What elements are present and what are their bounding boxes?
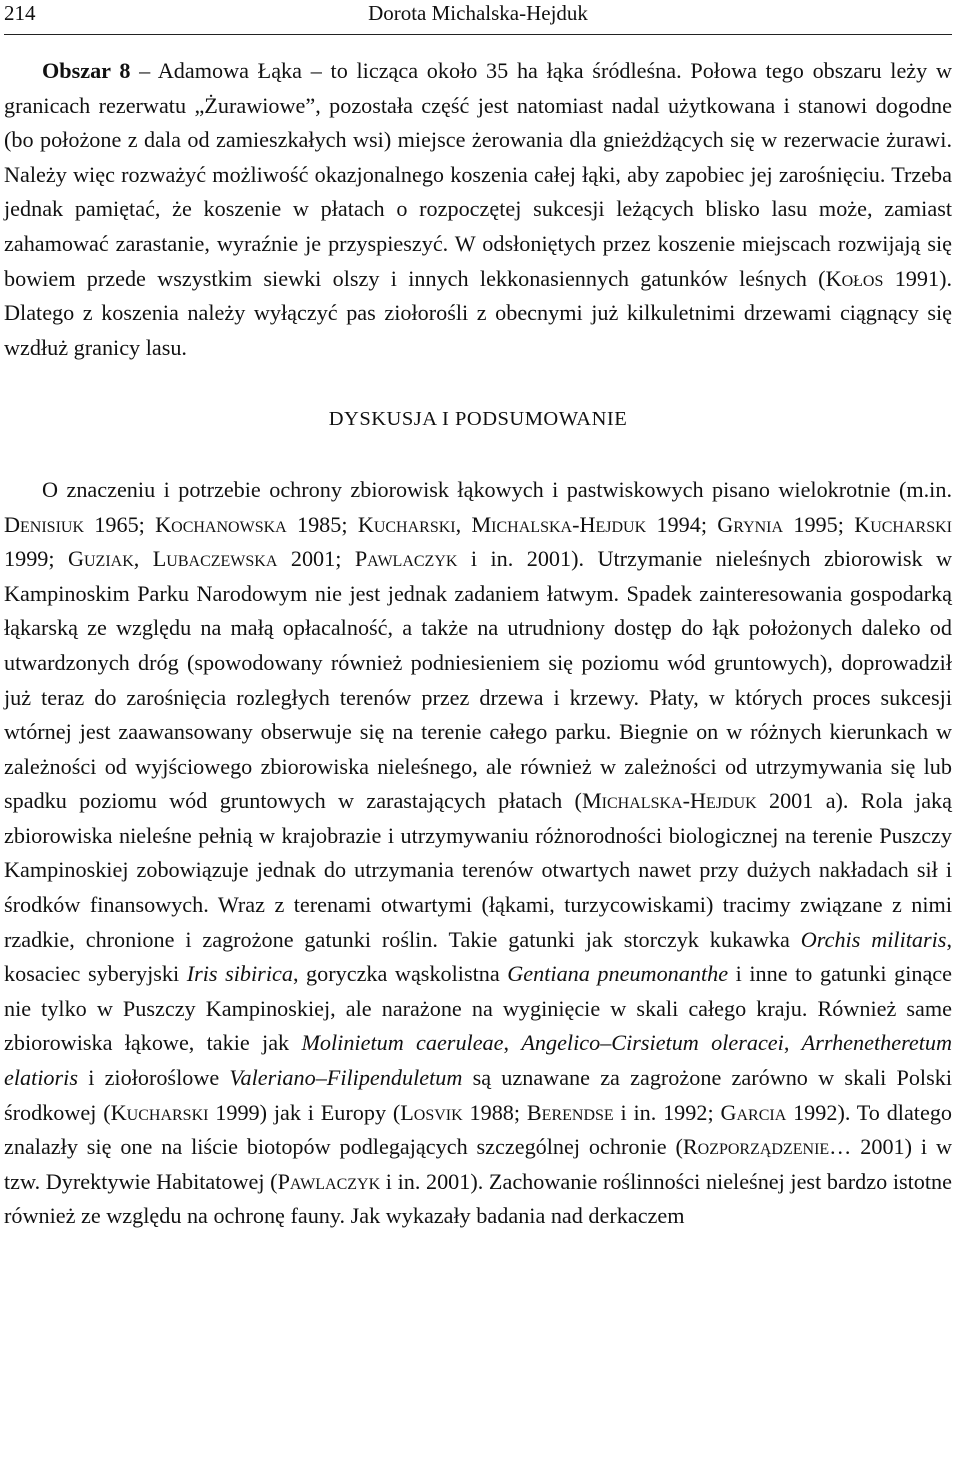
- citation: Kucharski: [854, 511, 952, 537]
- community-name: Angelico–Cirsietum oleracei: [521, 1030, 784, 1056]
- citation: Michalska-Hejduk: [581, 788, 757, 814]
- citation: Rozporządzenie…: [682, 1134, 852, 1160]
- running-header: [4, 0, 952, 26]
- community-name: Molinietum caeruleae: [301, 1030, 504, 1056]
- citation: Pawlaczyk: [354, 546, 458, 572]
- page-number: 214: [4, 1, 36, 25]
- citation: Garcia: [720, 1099, 787, 1125]
- header-rule: [4, 34, 952, 35]
- paragraph-discussion: O znaczeniu i potrzebie ochrony zbiorowisk łąkowych i pastwiskowych pisano wielokrotnie (m.in. Denisiuk 1965; Kochanowska 1985; Kucharski, Michalska-Hejduk 1994; Grynia 1995; Kucharski 1999; Guziak, Lubaczewska 2001; Pawlaczyk i in. 2001). Utrzymanie nieleśnych zbiorowisk w Kampinoskim Parku Narodowym nie jest jednak zadaniem łatwym. Spadek zainteresowania gospodarką łąkarską ze względu na małą opłacalność, a także na utrudniony dostęp do łąk położonych daleko od utwardzonych dróg (spowodowany również podniesieniem się poziomu wód gruntowych), doprowadził już teraz do zarośnięcia rozległych terenów przez drzewa i krzewy. Płaty, w których proces sukcesji wtórnej jest zaawansowany obserwuje się na terenie całego parku. Biegnie on w różnych kierunkach w zależności od wyjściowego zbiorowiska nieleśnego, ale również w zależności od utrzymywania się lub spadku poziomu wód gruntowych w zarastających płatach (Michalska-Hejduk 2001 a). Rola jaką zbiorowiska nieleśne pełnią w krajobrazie i utrzymywaniu różnorodności biologicznej na terenie Puszczy Kampinoskiej zobowiązuje jednak do utrzymania terenów otwartych nawet przy dużych nakładach sił i środków finansowych. Wraz z terenami otwartymi (łąkami, turzycowiskami) tracimy związane z nimi rzadkie, chronione i zagrożone gatunki roślin. Takie gatunki jak storczyk kukawka Orchis militaris, kosaciec syberyjski Iris sibirica, goryczka wąskolistna Gentiana pneumonanthe i inne to gatunki ginące nie tylko w Puszczy Kampinoskiej, ale narażone na wyginięcie w skali całego kraju. Również same zbiorowiska łąkowe, takie jak Molinietum caeruleae, Angelico–Cirsietum oleracei, Arrhenetheretum elatioris i ziołoroślowe Valeriano–Filipenduletum są uznawane za zagrożone zarówno w skali Polski środkowej (Kucharski 1999) jak i Europy (Losvik 1988; Berendse i in. 1992; Garcia 1992). To dlatego znalazły się one na liście biotopów podlegających szczególnej ochronie (Rozporządzenie… 2001) i w tzw. Dyrektywie Habitatowej (Pawlaczyk i in. 2001). Zachowanie roślinności nieleśnej jest bardzo istotne również ze względu na ochronę fauny. Jak wykazały badania nad derkaczem: [4, 476, 953, 1229]
- citation: Losvik: [400, 1099, 463, 1125]
- citation: Kołos: [825, 265, 884, 291]
- citation: Kucharski: [110, 1099, 209, 1125]
- running-head-author: Dorota Michalska-Hejduk: [368, 1, 588, 25]
- body-text: [4, 54, 952, 1234]
- species-name: Gentiana pneumonanthe: [507, 961, 729, 987]
- community-name: Valeriano–Filipenduletum: [229, 1065, 463, 1091]
- paragraph-obszar-8: Obszar 8 – Adamowa Łąka – to licząca około 35 ha łąka śródleśna. Połowa tego obszaru leży w granicach rezerwatu „Żurawiowe”, pozostała część jest natomiast nadal użytkowana i stanowi dogodne (bo położone z dala od zamieszkałych wsi) miejsce żerowania dla gnieżdżących się w rezerwacie żurawi. Należy więc rozważyć możliwość okazjonalnego koszenia całej łąki, aby zapobiec jej zarośnięciu. Trzeba jednak pamiętać, że koszenie w płatach o rozpoczętej sukcesji leżących blisko lasu może, zamiast zahamować zarastanie, wyraźnie je przyspieszyć. W odsłoniętych przez koszenie miejscach rozwijają się bowiem przede wszystkim siewki olszy i innych lekkonasiennych gatunków leśnych (Kołos 1991). Dlatego z koszenia należy wyłączyć pas ziołorośli z obecnymi już kilkuletnimi drzewami ciągnący się wzdłuż granicy lasu.: [4, 58, 952, 360]
- area-label: Obszar 8: [42, 58, 131, 83]
- citation: Denisiuk: [4, 511, 85, 537]
- citation: Grynia: [717, 511, 784, 537]
- species-name: Iris sibirica: [186, 961, 293, 987]
- citation: Berendse: [526, 1099, 614, 1125]
- section-heading: DYSKUSJA I PODSUMOWANIE: [328, 408, 628, 431]
- community-name: Arrhenetheretum elatioris: [4, 1030, 953, 1091]
- citation: Kucharski, Michalska-Hejduk: [357, 511, 647, 537]
- citation: Kochanowska: [155, 511, 287, 537]
- citation: Pawlaczyk: [277, 1168, 381, 1194]
- citation: Guziak, Lubaczewska: [67, 546, 278, 572]
- species-name: Orchis militaris: [800, 926, 947, 952]
